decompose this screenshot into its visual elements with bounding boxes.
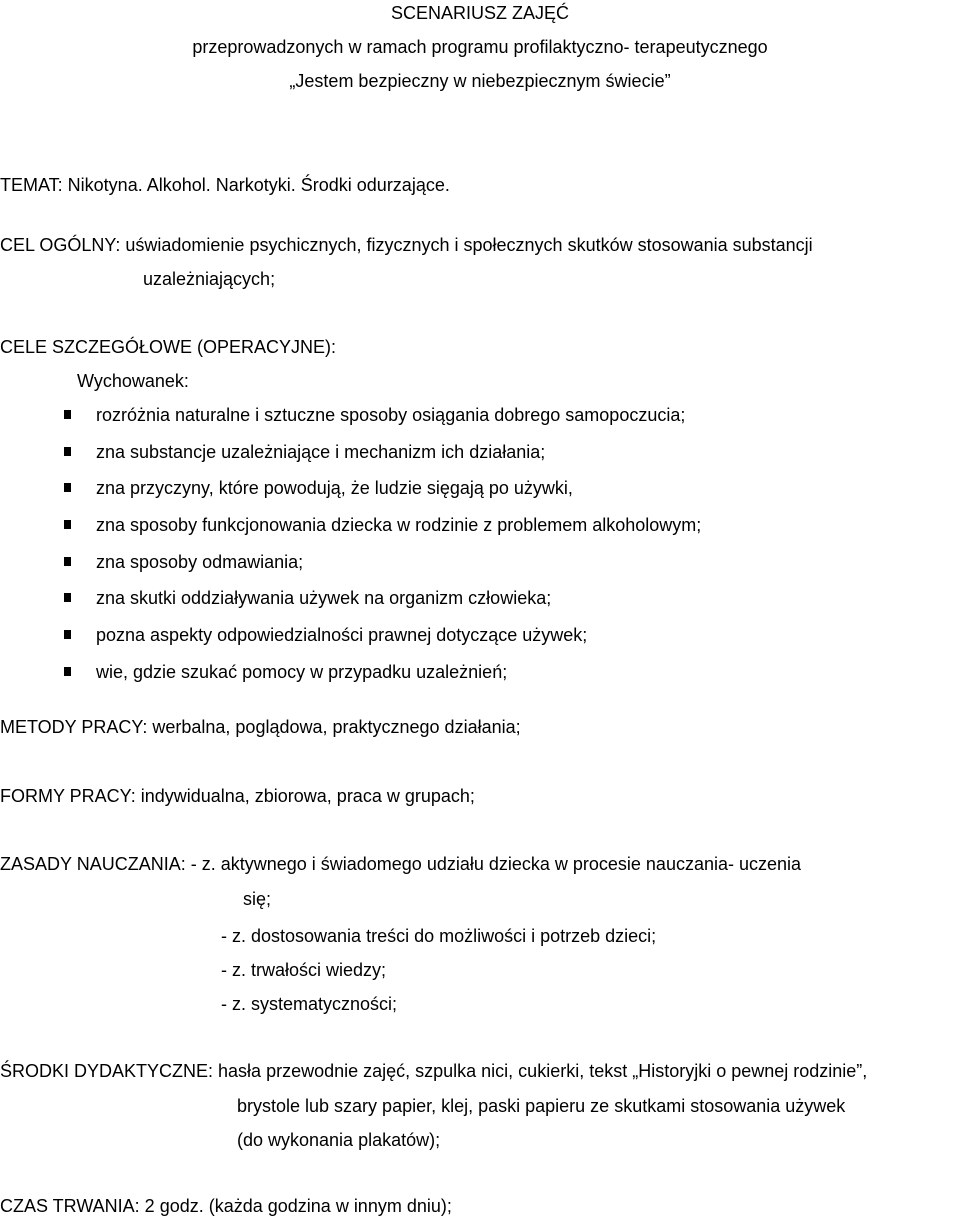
square-bullet-icon — [64, 667, 71, 676]
zasady-nauczania-line-5: - z. systematyczności; — [221, 994, 398, 1014]
zasady-nauczania-line-1: ZASADY NAUCZANIA: - z. aktywnego i świadomego udziału dziecka w procesie nauczania- uczenia — [0, 854, 802, 874]
square-bullet-icon — [64, 630, 71, 639]
cel-ogolny-line-2: uzależniających; — [143, 269, 276, 289]
list-item-text: zna sposoby funkcjonowania dziecka w rodzinie z problemem alkoholowym; — [96, 515, 702, 536]
list-item-text: zna skutki oddziaływania używek na organizm człowieka; — [96, 588, 552, 609]
square-bullet-icon — [64, 410, 71, 419]
cel-ogolny-line-1: CEL OGÓLNY: uświadomienie psychicznych, fizycznych i społecznych skutków stosowania substancji — [0, 235, 813, 255]
temat-line: TEMAT: Nikotyna. Alkohol. Narkotyki. Środki odurzające. — [0, 175, 450, 195]
list-item-text: wie, gdzie szukać pomocy w przypadku uzależnień; — [96, 661, 508, 682]
list-item-text: rozróżnia naturalne i sztuczne sposoby osiągania dobrego samopoczucia; — [96, 405, 686, 425]
list-item-text: zna przyczyny, które powodują, że ludzie sięgają po używki, — [96, 478, 573, 499]
square-bullet-icon — [64, 447, 71, 456]
list-item-text: zna substancje uzależniające i mechanizm ich działania; — [96, 441, 546, 462]
zasady-nauczania-line-4: - z. trwałości wiedzy; — [221, 960, 387, 980]
cele-szczegolowe-intro: Wychowanek: — [77, 371, 189, 391]
square-bullet-icon — [64, 593, 71, 602]
cele-szczegolowe-heading: CELE SZCZEGÓŁOWE (OPERACYJNE): — [0, 337, 337, 357]
square-bullet-icon — [64, 557, 71, 566]
formy-pracy-line: FORMY PRACY: indywidualna, zbiorowa, praca w grupach; — [0, 786, 475, 806]
list-item-text: pozna aspekty odpowiedzialności prawnej dotyczące używek; — [96, 625, 588, 646]
square-bullet-icon — [64, 520, 71, 529]
zasady-nauczania-line-3: - z. dostosowania treści do możliwości i potrzeb dzieci; — [221, 926, 657, 946]
metody-pracy-line: METODY PRACY: werbalna, poglądowa, praktycznego działania; — [0, 717, 521, 737]
program-name: „Jestem bezpieczny w niebezpiecznym świecie” — [289, 71, 671, 91]
srodki-dydaktyczne-line-1: ŚRODKI DYDAKTYCZNE: hasła przewodnie zajęć, szpulka nici, cukierki, tekst „Historyjki o pewnej rodzinie”, — [0, 1061, 868, 1081]
zasady-nauczania-line-2: się; — [243, 889, 272, 909]
square-bullet-icon — [64, 483, 71, 492]
document-subtitle: przeprowadzonych w ramach programu profilaktyczno- terapeutycznego — [192, 37, 768, 57]
srodki-dydaktyczne-line-3: (do wykonania plakatów); — [237, 1130, 441, 1150]
czas-trwania-line: CZAS TRWANIA: 2 godz. (każda godzina w innym dniu); — [0, 1196, 452, 1216]
document-title: SCENARIUSZ ZAJĘĆ — [390, 3, 570, 23]
list-item-text: zna sposoby odmawiania; — [96, 551, 304, 572]
srodki-dydaktyczne-line-2: brystole lub szary papier, klej, paski papieru ze skutkami stosowania używek — [237, 1096, 846, 1116]
